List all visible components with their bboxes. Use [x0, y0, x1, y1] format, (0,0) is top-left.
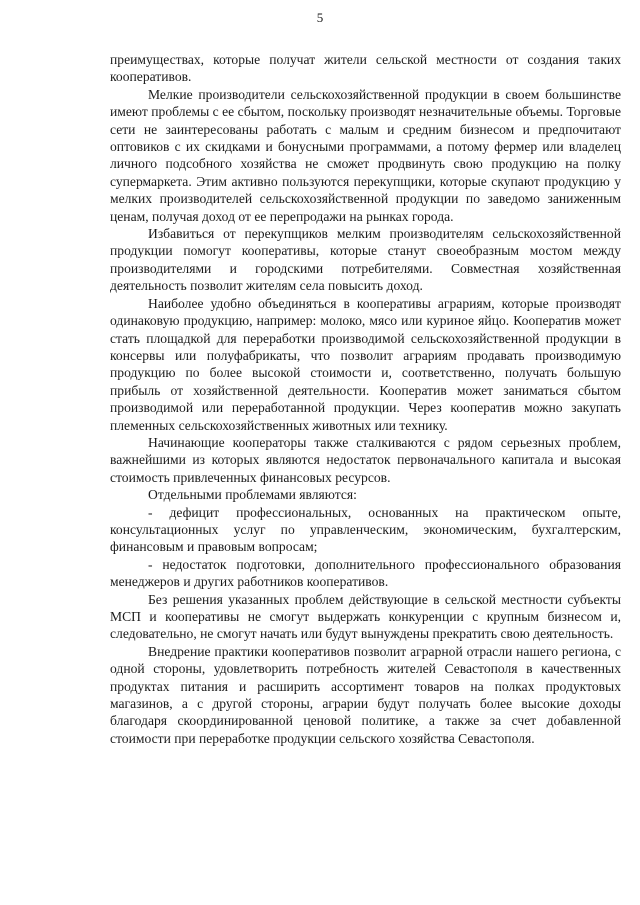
paragraph-separate-problems: Отдельными проблемами являются:	[148, 487, 357, 503]
paragraph-small-producers: Мелкие производители сельскохозяйственной продукции в своем большинстве имеют проблемы с ее сбытом, поскольку производят незначительные объемы. Торговые сети не заинтересованы работать с малым и средним бизнесом и предпочитают оптовиков с их скидками и бонусными программами, а потому фермер или владелец личного подсобного хозяйства не сможет продвинуть свою продукцию на полку супермаркета. Этим активно пользуются перекупщики, которые скупают продукцию у мелких производителей сельскохозяйственной продукции по заведомо заниженным ценам, получая доход от ее перепродажи на рынках города.	[110, 86, 621, 224]
paragraph-conclusion: Внедрение практики кооперативов позволит аграрной отрасли нашего региона, с одной стороны, удовлетворить потребность жителей Севастополя в качественных продуктах питания и расширить ассортимент товаров на полках продуктовых магазинов, а с другой стороны, аграрии будут получать более высокие доходы благодаря скоординированной ценовой политике, а также за счет добавленной стоимости при переработке продукции сельского хозяйства Севастополя.	[110, 643, 621, 746]
document-body	[110, 51, 621, 747]
paragraph-problems: Начинающие кооператоры также сталкиваются с рядом серьезных проблем, важнейшими из которых являются недостаток первоначального капитала и высокая стоимость привлеченных финансовых ресурсов.	[110, 434, 621, 485]
list-item-consulting: - дефицит профессиональных, основанных на практическом опыте, консультационных услуг по управленческим, экономическим, бухгалтерским, финансовым и правовым вопросам;	[110, 504, 621, 555]
list-item-training: - недостаток подготовки, дополнительного профессионального образования менеджеров и других работников кооперативов.	[110, 556, 621, 590]
paragraph-continuation: преимуществах, которые получат жители сельской местности от создания таких кооперативов.	[110, 52, 621, 85]
paragraph-resellers: Избавиться от перекупщиков мелким производителям сельскохозяйственной продукции помогут кооперативы, которые станут своеобразным мостом между производителями и городскими потребителями. Совместная хозяйственная деятельность позволит жителям села повысить доход.	[110, 226, 621, 294]
paragraph-competition: Без решения указанных проблем действующие в сельской местности субъекты МСП и кооперативы не смогут выдержать конкуренции с крупным бизнесом и, следовательно, не смогут начать или будут вынуждены прекратить свою деятельность.	[110, 591, 621, 642]
paragraph-cooperation: Наиболее удобно объединяться в кооперативы аграриям, которые производят одинаковую продукцию, например: молоко, мясо или куриное яйцо. Кооператив может стать площадкой для переработки производимой сельскохозяйственной продукции в консервы или полуфабрикаты, что позволит аграриям продавать производимую продукцию по более высокой стоимости и, соответственно, получать большую прибыль от хозяйственной деятельности. Кооператив может заниматься сбытом производимой или переработанной продукции. Через кооператив можно закупать племенных сельскохозяйственных животных или технику.	[110, 295, 621, 433]
page-number: 5	[316, 10, 324, 25]
